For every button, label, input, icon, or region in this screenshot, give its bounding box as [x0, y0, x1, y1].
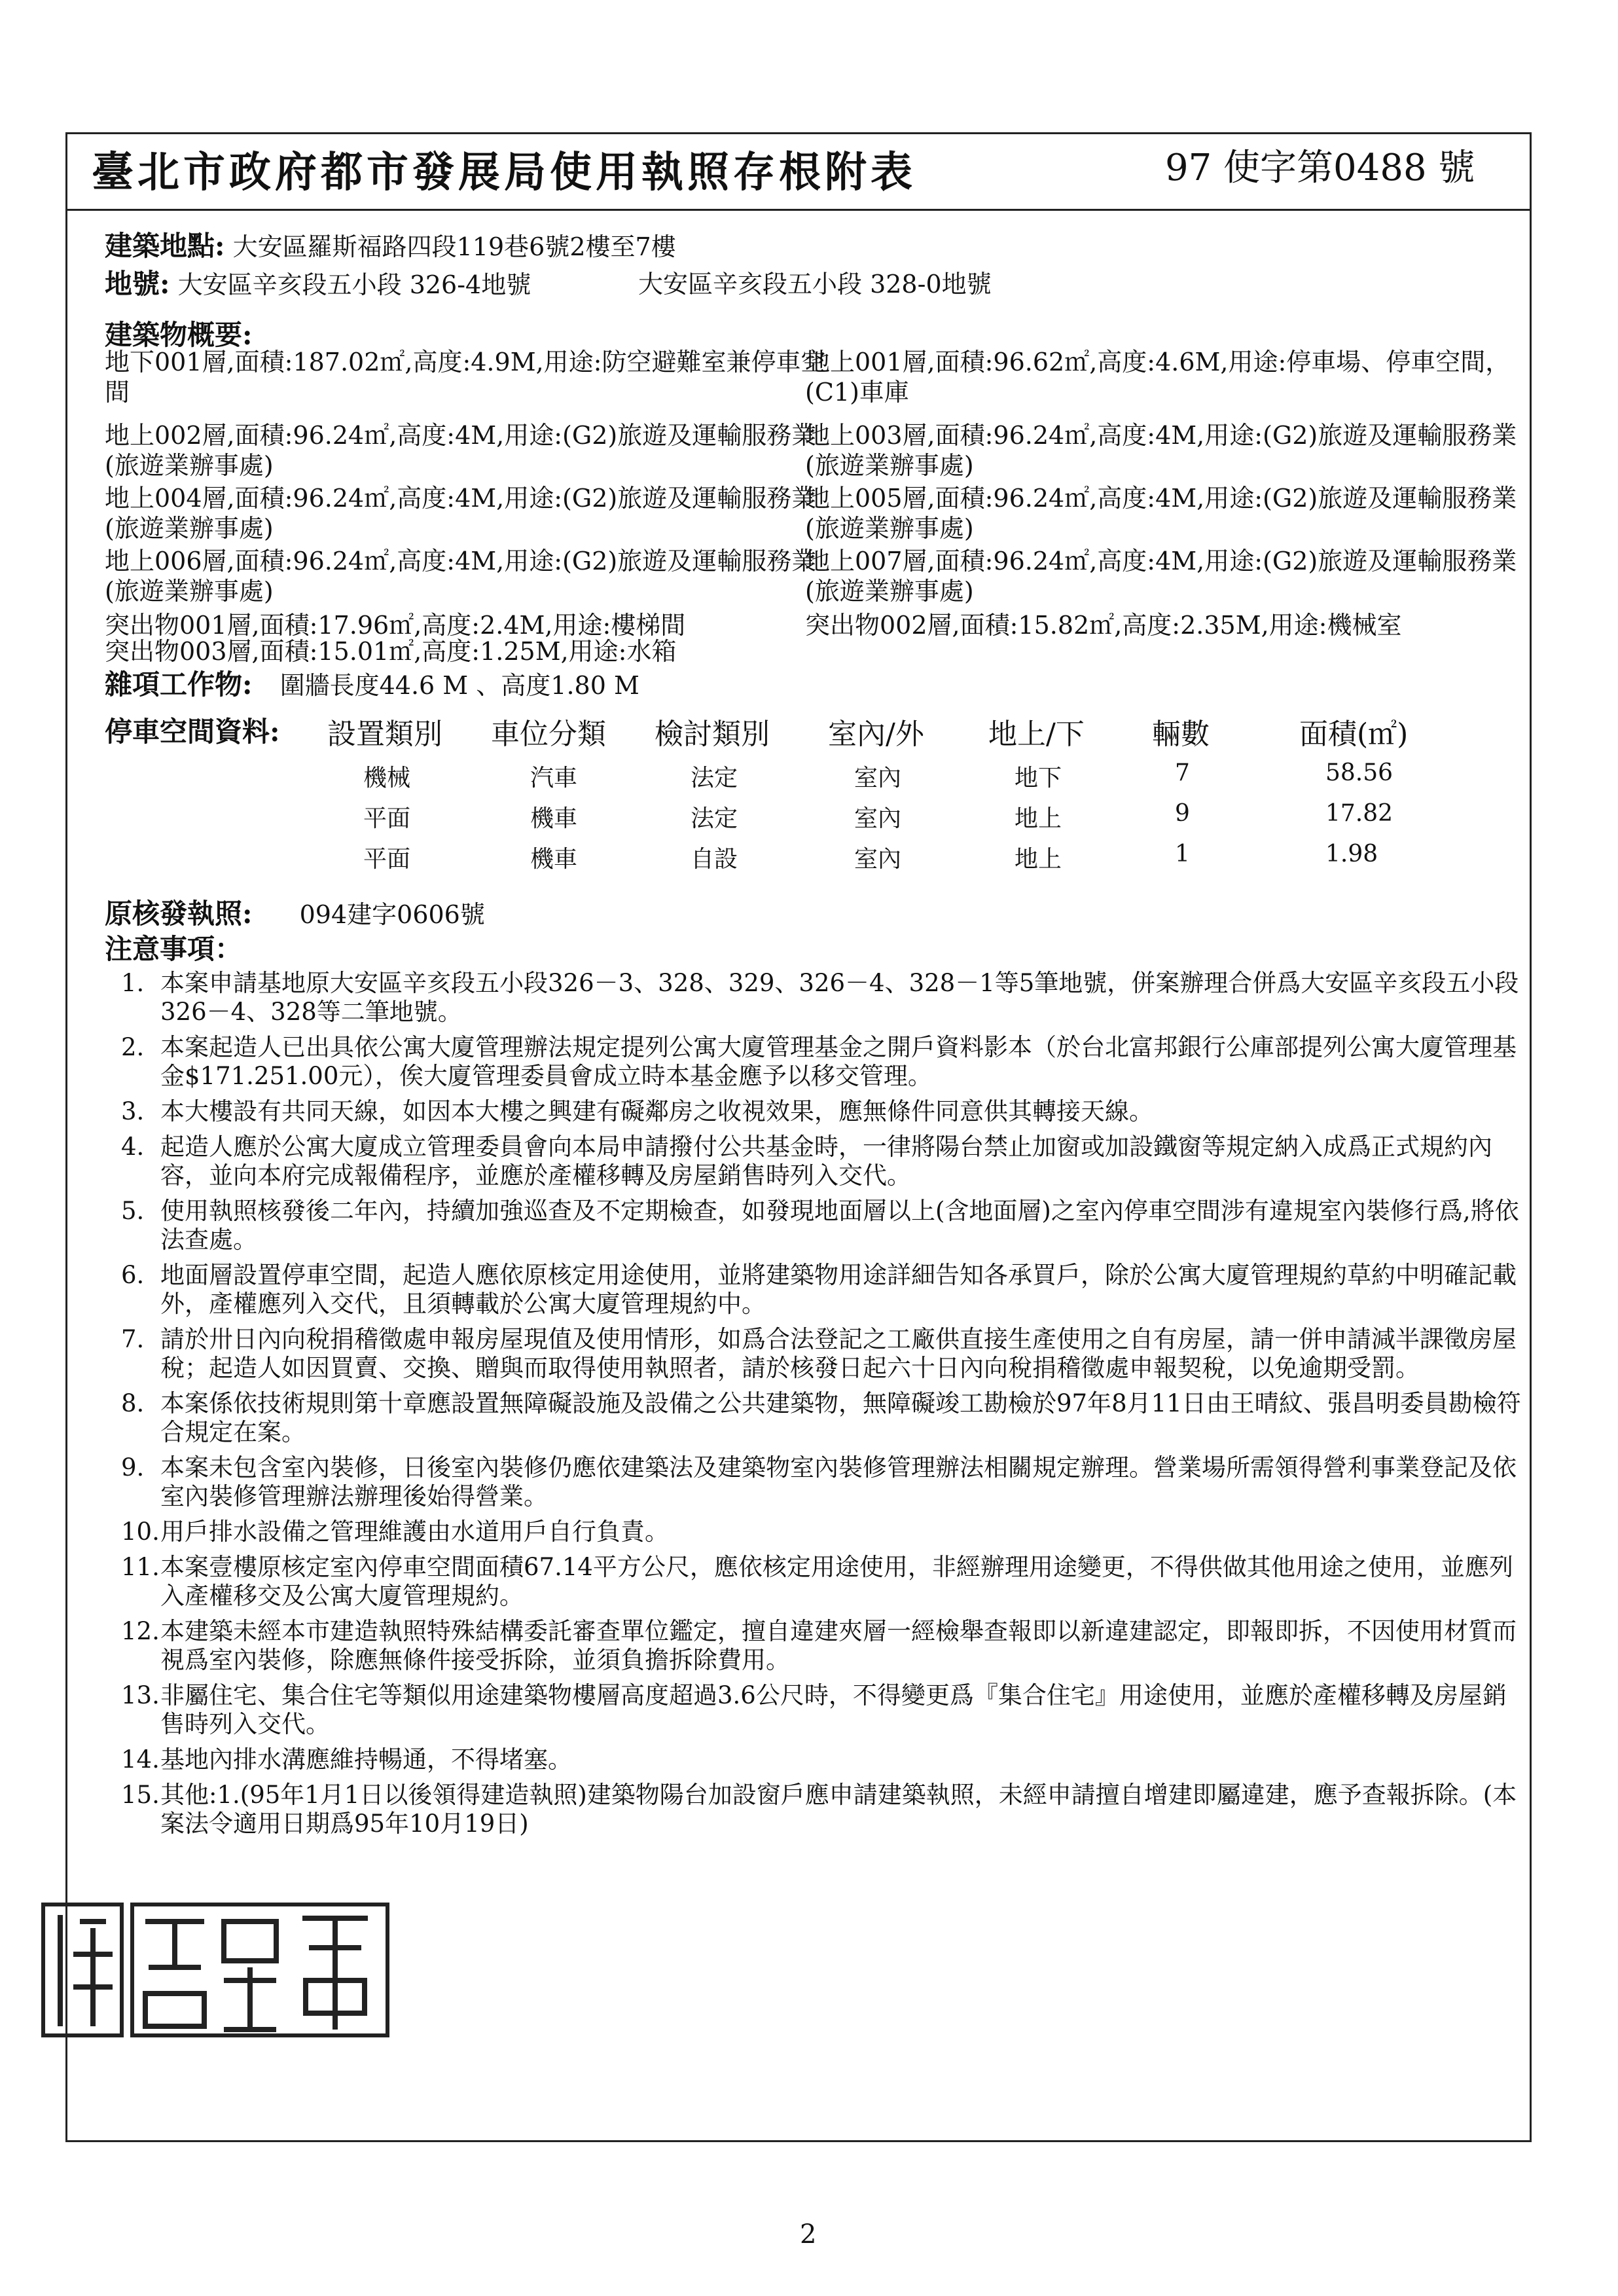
parking-cell: 平面: [363, 846, 411, 873]
parking-cell: 地上: [1015, 846, 1062, 873]
overview-left-item: 地上002層,面積:96.24㎡,高度:4M,用途:(G2)旅遊及運輸服務業(旅遊業辦事處): [105, 421, 817, 480]
misc-works: [105, 669, 639, 701]
lot-value-2: 大安區辛亥段五小段 328-0地號: [638, 270, 992, 299]
original-permit: [105, 898, 485, 930]
parking-header-cell: 地上/下: [988, 718, 1085, 751]
lot-value-1: 大安區辛亥段五小段 326-4地號: [177, 270, 531, 299]
note-item: 3. 本大樓設有共同天線，如因本大樓之興建有礙鄰房之收視效果，應無條件同意供其轉接天線。: [121, 1097, 1153, 1125]
parking-cell: 17.82: [1325, 800, 1393, 827]
note-item: 8. 本案係依技術規則第十章應設置無障礙設施及設備之公共建築物，無障礙竣工勘檢於97年8月11日由王晴紋、張昌明委員勘檢符合規定在案。: [121, 1389, 1521, 1446]
parking-cell: 9: [1175, 800, 1190, 827]
parking-cell: 1: [1175, 841, 1190, 867]
parking-cell: 室內: [854, 805, 902, 832]
overview-right-item: 地上001層,面積:96.62㎡,高度:4.6M,用途:停車場、停車空間，(C1)車庫: [805, 348, 1511, 407]
notes-heading: [105, 934, 242, 966]
document-title: 臺北市政府都市發展局使用執照存根附表: [92, 148, 916, 197]
parking-cell: 平面: [363, 805, 411, 832]
parking-label: 停車空間資料:: [105, 716, 280, 748]
parking-cell: 汽車: [530, 765, 578, 792]
overview-left-item: 地下001層,面積:187.02㎡,高度:4.9M,用途:防空避難室兼停車空間: [105, 348, 826, 407]
overview-left-item: 突出物003層,面積:15.01㎡,高度:1.25M,用途:水箱: [105, 637, 677, 666]
page-number: 2: [800, 2219, 817, 2250]
parking-cell: 自設: [691, 846, 738, 873]
misc-value: 圍牆長度44.6 M 、高度1.80 M: [279, 671, 639, 700]
note-item: 9. 本案未包含室內裝修，日後室內裝修仍應依建築法及建築物室內裝修管理辦法相關規定辦理。營業場所需領得營利事業登記及依室內裝修管理辦法辦理後始得營業。: [121, 1453, 1517, 1510]
official-seal-stamp: [41, 1902, 394, 2039]
overview-right-item: 地上003層,面積:96.24㎡,高度:4M,用途:(G2)旅遊及運輸服務業(旅遊業辦事處): [805, 421, 1517, 480]
overview-left-item: 地上004層,面積:96.24㎡,高度:4M,用途:(G2)旅遊及運輸服務業(旅遊業辦事處): [105, 484, 817, 543]
note-item: 11. 本案壹樓原核定室內停車空間面積67.14平方公尺，應依核定用途使用，非經辦理用途變更，不得供做其他用途之使用，並應列入產權移交及公寓大廈管理規約。: [121, 1553, 1513, 1610]
parking-cell: 地下: [1015, 765, 1062, 792]
original-permit-label: 原核發執照:: [105, 898, 253, 930]
parking-cell: 機車: [530, 846, 578, 873]
note-item: 10. 用戶排水設備之管理維護由水道用戶自行負責。: [121, 1518, 669, 1546]
lot-label: 地號:: [105, 268, 170, 300]
parking-cell: 法定: [691, 765, 738, 792]
address-label: 建築地點:: [105, 230, 225, 262]
parking-header-cell: 設置類別: [327, 718, 442, 751]
parking-header-cell: 輛數: [1152, 718, 1210, 751]
note-item: 7. 請於卅日內向稅捐稽徵處申報房屋現值及使用情形，如爲合法登記之工廠供直接生產使用之自有房屋，請一併申請減半課徵房屋稅；起造人如因買賣、交換、贈與而取得使用執照者，請於核發日起六十日內向稅捐稽徵處申報契稅，以免逾期受罰。: [121, 1325, 1517, 1382]
parking-cell: 法定: [691, 805, 738, 832]
lot-number: [105, 268, 531, 301]
note-item: 2. 本案起造人已出具依公寓大廈管理辦法規定提列公寓大廈管理基金之開戶資料影本（於台北富邦銀行公庫部提列公寓大廈管理基金$171.251.00元），俟大廈管理委員會成立時本基金應予以移交管理。: [121, 1033, 1517, 1090]
address-value: 大安區羅斯福路四段119巷6號2樓至7樓: [232, 232, 676, 261]
note-item: 13. 非屬住宅、集合住宅等類似用途建築物樓層高度超過3.6公尺時，不得變更爲『集合住宅』用途使用，並應於產權移轉及房屋銷售時列入交代。: [121, 1681, 1507, 1738]
parking-header-cell: 檢討類別: [655, 718, 770, 751]
note-item: 14. 基地內排水溝應維持暢通，不得堵塞。: [121, 1745, 572, 1774]
building-address: [105, 230, 676, 263]
parking-cell: 室內: [854, 765, 902, 792]
overview-right-item: 地上005層,面積:96.24㎡,高度:4M,用途:(G2)旅遊及運輸服務業(旅遊業辦事處): [805, 484, 1517, 543]
parking-cell: 室內: [854, 846, 902, 873]
parking-cell: 機械: [363, 765, 411, 792]
parking-header-cell: 室內/外: [828, 718, 924, 751]
original-permit-value: 094建字0606號: [299, 900, 485, 929]
misc-label: 雜項工作物:: [105, 668, 253, 701]
note-item: 4. 起造人應於公寓大廈成立管理委員會向本局申請撥付公共基金時，一律將陽台禁止加窗或加設鐵窗等規定納入成爲正式規約內容，並向本府完成報備程序，並應於產權移轉及房屋銷售時列入交代。: [121, 1133, 1492, 1190]
overview-right-item: 突出物002層,面積:15.82㎡,高度:2.35M,用途:機械室: [805, 611, 1402, 640]
overview-left-item: 地上006層,面積:96.24㎡,高度:4M,用途:(G2)旅遊及運輸服務業(旅遊業辦事處): [105, 547, 817, 606]
notes-list: [121, 969, 1522, 1845]
note-item: 6. 地面層設置停車空間，起造人應依原核定用途使用，並將建築物用途詳細告知各承買戶，除於公寓大廈管理規約草約中明確記載外，產權應列入交代，且須轉載於公寓大廈管理規約中。: [121, 1261, 1517, 1318]
note-item: 12. 本建築未經本市建造執照特殊結構委託審查單位鑑定，擅自違建夾層一經檢舉查報即以新違建認定，即報即拆，不因使用材質而視爲室內裝修，除應無條件接受拆除，並須負擔拆除費用。: [121, 1617, 1517, 1674]
overview-left-item: 突出物001層,面積:17.96㎡,高度:2.4M,用途:樓梯間: [105, 611, 686, 640]
overview-label-text: 建築物概要:: [105, 319, 253, 351]
parking-header-cell: 車位分類: [491, 718, 606, 751]
overview-right-item: 地上007層,面積:96.24㎡,高度:4M,用途:(G2)旅遊及運輸服務業(旅遊業辦事處): [805, 547, 1517, 606]
notes-heading-text: 注意事項：: [105, 933, 243, 965]
note-item: 1. 本案申請基地原大安區辛亥段五小段326－3、328、329、326－4、328－1等5筆地號，併案辦理合併爲大安區辛亥段五小段326－4、328等二筆地號。: [121, 969, 1519, 1026]
parking-cell: 7: [1175, 759, 1190, 786]
parking-header-cell: 面積(㎡): [1299, 718, 1409, 751]
parking-cell: 1.98: [1325, 841, 1378, 867]
parking-cell: 地上: [1015, 805, 1062, 832]
parking-cell: 58.56: [1325, 759, 1393, 786]
note-item: 15. 其他:1.(95年1月1日以後領得建造執照)建築物陽台加設窗戶應申請建築執照，未經申請擅自增建即屬違建，應予查報拆除。(本案法令適用日期爲95年10月19日): [121, 1781, 1517, 1838]
note-item: 5. 使用執照核發後二年內，持續加強巡查及不定期檢查，如發現地面層以上(含地面層)之室內停車空間涉有違規室內裝修行爲,將依法查處。: [121, 1197, 1519, 1254]
parking-cell: 機車: [530, 805, 578, 832]
document-number: 97 使字第0488 號: [1165, 147, 1475, 189]
